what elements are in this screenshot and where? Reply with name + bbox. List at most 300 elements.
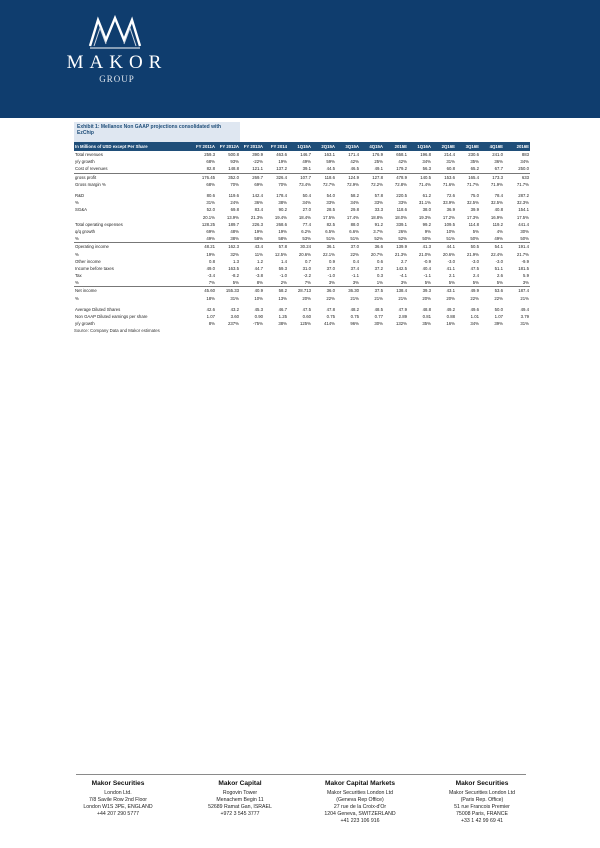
table-cell: 153.6 xyxy=(444,174,455,180)
row-label: Other income xyxy=(75,258,101,264)
financial-table xyxy=(74,142,530,327)
table-cell: 21% xyxy=(520,295,529,301)
table-cell: 1.25 xyxy=(278,314,287,320)
table-cell: 148.8 xyxy=(216,165,240,173)
table-header-row xyxy=(74,142,530,151)
table-cell: 5% xyxy=(456,279,480,287)
table-row xyxy=(74,165,530,173)
table-row xyxy=(74,272,530,279)
table-cell: 9% xyxy=(424,228,431,234)
table-cell: 2% xyxy=(264,279,288,287)
table-cell: 33.9% xyxy=(442,200,455,206)
table-cell: 48.2 xyxy=(350,306,359,312)
table-cell: 269.7 xyxy=(252,174,263,180)
table-cell: 5% xyxy=(216,279,240,287)
footer-line: 7/8 Savile Row 2nd Floor xyxy=(89,797,147,803)
table-cell: 171.4 xyxy=(348,152,359,158)
table-header-period: 1Q15A xyxy=(288,142,312,151)
table-cell: 118.6 xyxy=(396,207,407,213)
table-cell: 26% xyxy=(398,228,407,234)
table-cell: 0.3 xyxy=(377,273,383,279)
footer-line: Makor Securities London Ltd xyxy=(448,790,516,796)
table-cell: 45.60 xyxy=(204,288,215,294)
table-cell: 24% xyxy=(230,200,239,206)
source-note: Source: Company Data and Makor estimates xyxy=(74,328,160,334)
table-cell: 42% xyxy=(398,159,407,165)
table-cell: 189.7 xyxy=(228,221,239,227)
row-label: Non GAAP Diluted earnings per share xyxy=(75,314,148,320)
table-cell: 27.0 xyxy=(302,207,311,213)
table-cell: -0.9 xyxy=(423,258,431,264)
table-cell: 119.6 xyxy=(228,193,239,199)
table-header-period: FY 2012A xyxy=(216,142,240,151)
table-cell: 21.0% xyxy=(418,251,431,257)
table-cell: 33% xyxy=(374,200,383,206)
table-header-period: 3Q15A xyxy=(336,142,360,151)
table-cell: -4.1 xyxy=(399,273,407,279)
table-cell: 414% xyxy=(324,321,335,327)
table-cell: 34% xyxy=(520,159,529,165)
table-cell: 191.4 xyxy=(518,244,529,250)
table-cell: 155.33 xyxy=(225,288,239,294)
table-cell: 8% xyxy=(208,321,215,327)
table-cell: 38.0 xyxy=(422,207,431,213)
table-cell: 69.8 xyxy=(230,207,239,213)
table-cell: 38% xyxy=(216,235,240,243)
table-cell: -1.1 xyxy=(423,273,431,279)
table-cell: 47.5 xyxy=(470,265,479,271)
row-label: Total revenues xyxy=(75,152,103,158)
table-cell: -2.2 xyxy=(303,273,311,279)
table-cell: -1.1 xyxy=(351,273,359,279)
row-label: SG&A xyxy=(75,207,87,213)
table-cell: 36.0 xyxy=(326,288,335,294)
table-cell: 48% xyxy=(230,228,239,234)
table-cell: 17.5% xyxy=(516,214,529,220)
table-cell: 39% xyxy=(494,321,503,327)
table-cell: 50.4 xyxy=(302,193,311,199)
table-cell: 1.07 xyxy=(494,314,503,320)
table-cell: 19% xyxy=(206,251,215,257)
table-cell: 138.4 xyxy=(396,288,407,294)
table-cell: 13.9% xyxy=(226,214,239,220)
table-cell: 883 xyxy=(521,152,529,158)
table-cell: 18.8% xyxy=(370,214,383,220)
table-cell: 49.1 xyxy=(360,165,384,173)
table-cell: 187.4 xyxy=(518,288,529,294)
table-cell: 4% xyxy=(496,228,503,234)
table-cell: 48.21 xyxy=(204,244,215,250)
table-cell: 70% xyxy=(278,181,287,187)
table-cell: 114.8 xyxy=(468,221,479,227)
table-cell: 28.713 xyxy=(297,288,311,294)
table-cell: 49.4 xyxy=(520,306,529,312)
table-cell: 162.3 xyxy=(228,244,239,250)
table-cell: 59% xyxy=(326,159,335,165)
table-cell: 37.2 xyxy=(374,265,383,271)
table-cell: 60.8 xyxy=(432,165,456,173)
table-cell: 88.0 xyxy=(350,221,359,227)
footer-line: +972 3 545 3777 xyxy=(220,811,260,817)
table-cell: 52.0 xyxy=(206,207,215,213)
table-cell: 51.1 xyxy=(494,265,503,271)
table-cell: 71.6% xyxy=(442,181,455,187)
table-cell: 47.5 xyxy=(302,306,311,312)
table-cell: 21% xyxy=(350,295,359,301)
makor-logo-icon xyxy=(86,14,144,50)
table-cell: 68% xyxy=(206,181,215,187)
table-cell: 33% xyxy=(398,200,407,206)
table-cell: 220.5 xyxy=(396,193,407,199)
table-cell: 19% xyxy=(278,159,287,165)
footer-line: 1204 Geneva, SWITZERLAND xyxy=(324,811,396,817)
table-cell: 142.4 xyxy=(252,193,263,199)
table-cell: 65.2 xyxy=(456,165,480,173)
table-cell: 2.4 xyxy=(473,273,479,279)
table-cell: 22% xyxy=(326,295,335,301)
table-cell: 2.7 xyxy=(401,258,407,264)
table-cell: 36.30 xyxy=(348,288,359,294)
table-row xyxy=(74,158,530,165)
table-cell: 5% xyxy=(480,279,504,287)
table-row xyxy=(74,250,530,257)
table-cell: 40.4 xyxy=(422,265,431,271)
table-cell: 28.5 xyxy=(326,207,335,213)
table-cell: 53.6 xyxy=(494,288,503,294)
table-row xyxy=(74,214,530,221)
table-cell: 71.4% xyxy=(418,181,431,187)
table-cell: 83.4 xyxy=(254,207,263,213)
table-row xyxy=(74,295,530,302)
table-cell: 3.7% xyxy=(373,228,383,234)
table-cell: 54.0 xyxy=(326,193,335,199)
table-cell: 20.1% xyxy=(202,214,215,220)
table-cell: -3.0 xyxy=(495,258,503,264)
table-cell: 237% xyxy=(228,321,239,327)
table-cell: 36.1 xyxy=(326,244,335,250)
table-cell: 37.0 xyxy=(350,244,359,250)
row-label: Tax xyxy=(75,273,82,279)
table-cell: 165.4 xyxy=(468,174,479,180)
table-header-period: 4Q16E xyxy=(480,142,504,151)
exhibit-title: Exhibit 1: Mellanox Non GAAP projections consolidated with EzChip xyxy=(74,122,240,142)
table-cell: 0.6 xyxy=(377,258,383,264)
table-cell: 51% xyxy=(336,235,360,243)
footer-divider xyxy=(76,774,526,775)
table-cell: 50.5 xyxy=(470,244,479,250)
table-cell: 68% xyxy=(206,159,215,165)
table-row xyxy=(74,287,530,295)
table-cell: 29.8 xyxy=(350,207,359,213)
table-cell: 50.0 xyxy=(494,306,503,312)
table-cell: 91.2 xyxy=(374,221,383,227)
table-cell: 109.5 xyxy=(444,221,455,227)
table-cell: 36.6 xyxy=(374,244,383,250)
table-cell: 6.6% xyxy=(349,228,359,234)
footer-line: (Geneva Rep Office) xyxy=(336,797,384,803)
table-cell: 46.7 xyxy=(278,306,287,312)
table-cell: 2.1 xyxy=(449,273,455,279)
footer-line: 75008 Paris, FRANCE xyxy=(456,811,508,817)
table-cell: 441.4 xyxy=(518,221,529,227)
table-cell: 38% xyxy=(278,200,287,206)
table-cell: 52% xyxy=(360,235,384,243)
table-row xyxy=(74,279,530,287)
table-cell: 35% xyxy=(470,159,479,165)
table-cell: 36.9 xyxy=(446,207,455,213)
table-cell: 3% xyxy=(336,279,360,287)
table-cell: 6.2% xyxy=(301,228,311,234)
table-cell: 5% xyxy=(472,228,479,234)
table-cell: 16.9% xyxy=(490,214,503,220)
table-cell: 163.1 xyxy=(324,152,335,158)
table-cell: 34% xyxy=(422,159,431,165)
table-cell: 3.79 xyxy=(520,314,529,320)
table-cell: 0.7 xyxy=(305,258,311,264)
table-cell: 1.3 xyxy=(233,258,239,264)
table-cell: 72.9% xyxy=(346,181,359,187)
table-cell: 57.8 xyxy=(374,193,383,199)
table-cell: 22% xyxy=(470,295,479,301)
table-cell: 214.4 xyxy=(444,152,455,158)
table-cell: 41.1 xyxy=(446,265,455,271)
table-cell: 230.6 xyxy=(468,152,479,158)
table-cell: 31.0 xyxy=(302,265,311,271)
table-cell: 77.4 xyxy=(302,221,311,227)
table-cell: 18% xyxy=(206,295,215,301)
table-cell: 287.2 xyxy=(518,193,529,199)
table-cell: 72.8% xyxy=(394,181,407,187)
brand-name: MAKOR xyxy=(66,52,168,73)
table-cell: 69% xyxy=(254,181,263,187)
table-cell: 390.9 xyxy=(252,152,263,158)
table-cell: 71.7% xyxy=(466,181,479,187)
footer-line: Menachem Begin 11 xyxy=(216,797,264,803)
table-cell: 5.9 xyxy=(523,273,529,279)
table-cell: 50% xyxy=(456,235,480,243)
table-cell: 21.7% xyxy=(516,251,529,257)
table-row xyxy=(74,192,530,199)
table-header-period: FY 2014 xyxy=(264,142,288,151)
table-cell: 58.2 xyxy=(350,193,359,199)
table-cell: 57.8 xyxy=(278,244,287,250)
table-header-label: In Millions of USD except Per Share xyxy=(74,142,192,151)
table-cell: 478.9 xyxy=(396,174,407,180)
table-cell: -3.0 xyxy=(471,258,479,264)
table-cell: 5% xyxy=(408,279,432,287)
table-cell: 32.5% xyxy=(466,200,479,206)
table-cell: 58% xyxy=(240,235,264,243)
table-cell: 1.01 xyxy=(470,314,479,320)
table-row xyxy=(74,173,530,181)
table-cell: 42% xyxy=(350,159,359,165)
table-cell: 71.9% xyxy=(490,181,503,187)
table-cell: 51% xyxy=(432,235,456,243)
table-cell: 0.90 xyxy=(254,314,263,320)
table-cell: 0.77 xyxy=(374,314,383,320)
table-cell: 46.5 xyxy=(336,165,360,173)
table-cell: -3.4 xyxy=(207,273,215,279)
table-cell: 30% xyxy=(520,228,529,234)
table-cell: 45.3 xyxy=(254,306,263,312)
table-cell: 176.45 xyxy=(201,174,215,180)
row-label: R&D xyxy=(75,193,85,199)
table-cell: 38% xyxy=(278,321,287,327)
row-label: Operating income xyxy=(75,244,109,250)
table-cell: 30% xyxy=(374,321,383,327)
table-row xyxy=(74,181,530,188)
table-cell: 72.2% xyxy=(370,181,383,187)
row-label: Net income xyxy=(75,288,97,294)
table-cell: 0.75 xyxy=(326,314,335,320)
table-cell: 119.2 xyxy=(492,221,503,227)
table-cell: 37.4 xyxy=(350,265,359,271)
table-cell: 70% xyxy=(230,181,239,187)
table-cell: 21.3% xyxy=(394,251,407,257)
footer-line: (Paris Rep. Office) xyxy=(460,797,504,803)
table-cell: 7% xyxy=(192,279,216,287)
table-cell: 12.5% xyxy=(274,251,287,257)
table-cell: 78.4 xyxy=(494,193,503,199)
table-cell: 339.1 xyxy=(396,221,407,227)
table-row xyxy=(74,235,530,243)
row-label: % xyxy=(75,200,79,206)
table-cell: 22.1% xyxy=(322,251,335,257)
table-cell: 73.4% xyxy=(298,181,311,187)
footer-line: +33 1 42 99 69 41 xyxy=(461,818,503,824)
table-cell: 75.0 xyxy=(470,193,479,199)
table-cell: 49% xyxy=(480,235,504,243)
table-row xyxy=(74,243,530,251)
table-cell: 31.1% xyxy=(418,200,431,206)
table-cell: 44.5 xyxy=(312,165,336,173)
table-cell: 5% xyxy=(432,279,456,287)
table-cell: 99.2 xyxy=(422,221,431,227)
table-cell: 20% xyxy=(422,295,431,301)
table-cell: 72.6 xyxy=(446,193,455,199)
table-cell: 139.9 xyxy=(396,244,407,250)
table-cell: 11% xyxy=(254,251,263,257)
table-cell: 0.4 xyxy=(353,258,359,264)
table-cell: 50% xyxy=(504,235,530,243)
table-cell: 21% xyxy=(398,295,407,301)
table-cell: 3% xyxy=(312,279,336,287)
table-cell: 69% xyxy=(206,228,215,234)
table-cell: 47.8 xyxy=(326,306,335,312)
table-cell: 22% xyxy=(494,295,503,301)
table-cell: 633 xyxy=(521,174,529,180)
table-cell: 1% xyxy=(360,279,384,287)
table-cell: 658.1 xyxy=(396,152,407,158)
table-cell: 121.1 xyxy=(240,165,264,173)
table-cell: 36% xyxy=(494,159,503,165)
table-row xyxy=(74,221,530,228)
footer-line: Rogovin Tower xyxy=(222,790,258,796)
table-cell: 53% xyxy=(288,235,312,243)
table-row xyxy=(74,265,530,272)
table-cell: 118.6 xyxy=(324,174,335,180)
table-cell: 0.9 xyxy=(329,258,335,264)
footer-line: London Ltd. xyxy=(104,790,132,796)
table-cell: 196.8 xyxy=(420,152,431,158)
table-cell: 93% xyxy=(230,159,239,165)
row-label: Gross margin % xyxy=(75,181,106,187)
footer-office-paris xyxy=(422,780,542,825)
table-cell: -8.2 xyxy=(231,273,239,279)
table-cell: 37.5 xyxy=(374,288,383,294)
table-cell: 40.8 xyxy=(494,207,503,213)
table-cell: 34% xyxy=(470,321,479,327)
table-cell: 32.3% xyxy=(516,200,529,206)
table-cell: 31% xyxy=(230,295,239,301)
table-cell: 0.8 xyxy=(209,258,215,264)
table-cell: 31% xyxy=(446,159,455,165)
table-cell: 124.9 xyxy=(348,174,359,180)
table-cell: 0.88 xyxy=(446,314,455,320)
table-cell: 0.60 xyxy=(302,314,311,320)
table-cell: 72.7% xyxy=(322,181,335,187)
row-label: Average Diluted Shares xyxy=(75,306,121,312)
exhibit-block xyxy=(74,122,530,333)
table-cell: 47.9 xyxy=(398,306,407,312)
table-cell: 127.8 xyxy=(372,174,383,180)
table-cell: 49.6 xyxy=(470,306,479,312)
header-band xyxy=(0,0,600,118)
table-cell: 36% xyxy=(254,200,263,206)
table-cell: 163.5 xyxy=(228,265,239,271)
table-cell: 178.4 xyxy=(276,193,287,199)
table-cell: 10% xyxy=(446,228,455,234)
table-cell: 8% xyxy=(240,279,264,287)
table-cell: 17.4% xyxy=(346,214,359,220)
table-cell: 58.2 xyxy=(278,288,287,294)
table-cell: -1.0 xyxy=(327,273,335,279)
table-cell: 54.1 xyxy=(494,244,503,250)
table-header-period: 4Q15A xyxy=(360,142,384,151)
table-row xyxy=(74,258,530,265)
table-cell: 18.0% xyxy=(394,214,407,220)
table-header-period: 3Q16E xyxy=(456,142,480,151)
table-cell: 500.8 xyxy=(228,152,239,158)
footer-line: London W1S 3PE, ENGLAND xyxy=(83,804,153,810)
table-cell: 0.75 xyxy=(350,314,359,320)
table-header-period: 2015E xyxy=(384,142,408,151)
table-cell: 3% xyxy=(384,279,408,287)
table-cell: 132% xyxy=(396,321,407,327)
table-cell: 31% xyxy=(206,200,215,206)
table-row xyxy=(74,306,530,313)
table-cell: 20.6% xyxy=(442,251,455,257)
table-cell: 2.6 xyxy=(497,273,503,279)
table-cell: 90.2 xyxy=(278,207,287,213)
table-cell: 40.9 xyxy=(254,288,263,294)
table-cell: 18.4% xyxy=(298,214,311,220)
table-cell: 3.60 xyxy=(230,314,239,320)
table-cell: 259.3 xyxy=(204,152,215,158)
table-cell: 96% xyxy=(350,321,359,327)
table-cell: 20.6% xyxy=(298,251,311,257)
table-cell: 59.3 xyxy=(278,265,287,271)
table-cell: 48.8 xyxy=(422,306,431,312)
row-label: Total operating expenses xyxy=(75,221,123,227)
table-cell: 19.4% xyxy=(274,214,287,220)
brand-subtitle: GROUP xyxy=(99,74,135,84)
table-header-period: 2Q15A xyxy=(312,142,336,151)
table-cell: 41.3 xyxy=(422,244,431,250)
table-cell: 39.9 xyxy=(470,207,479,213)
row-label xyxy=(74,214,192,221)
row-label: Cost of revenues xyxy=(74,165,192,173)
